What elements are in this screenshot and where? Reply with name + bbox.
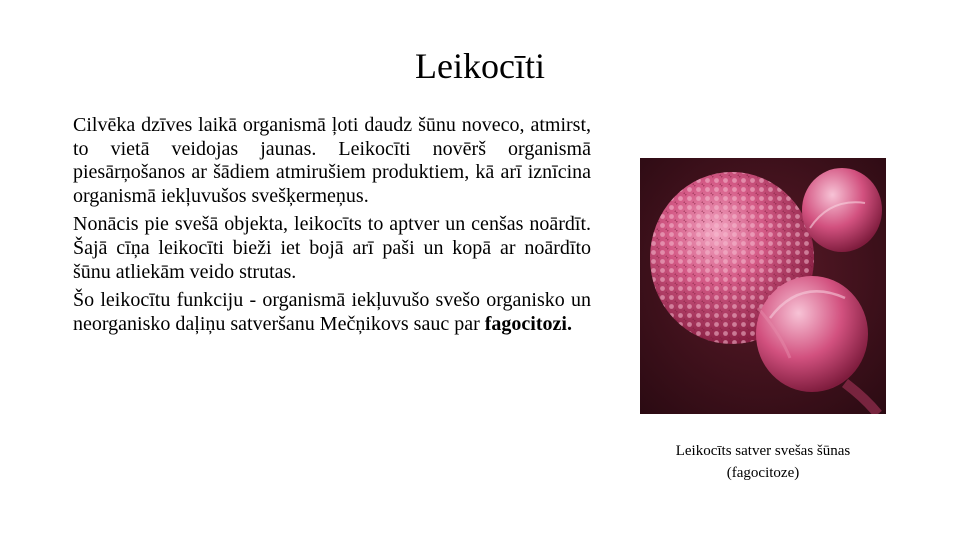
slide-title: Leikocīti [415, 46, 545, 86]
paragraph-3 [73, 289, 591, 336]
paragraph-1: Cilvēka dzīves laikā organismā ļoti daudz šūnu noveco, atmirst, to vietā veidojas jaunas. Leikocīti novērš organismā piesārņošanos ar šādiem atmirušiem produktiem, kā arī iznīcina organismā iekļuvušos svešķermeņus. [73, 114, 591, 207]
caption-line-2: (fagocitoze) [726, 465, 800, 481]
micrograph-drawing [640, 158, 886, 414]
body-text [73, 114, 591, 341]
term-fagocitoze: fagocitozi. [484, 312, 572, 335]
image-caption [630, 440, 896, 484]
paragraph-3-text: Šo leikocītu funkciju - organismā iekļuvušo svešo organisko un neorganisko daļiņu satveršanu Mečņikovs sauc par [73, 289, 591, 335]
paragraph-2: Nonācis pie svešā objekta, leikocīts to aptver un cenšas noārdīt. Šajā cīņa leikocīti bieži iet bojā arī paši un kopā ar noārdīto šūnu atliekām veido strutas. [73, 213, 591, 283]
leukocyte-micrograph [640, 158, 886, 414]
caption-line-1: Leikocīts satver svešas šūnas [675, 443, 851, 459]
